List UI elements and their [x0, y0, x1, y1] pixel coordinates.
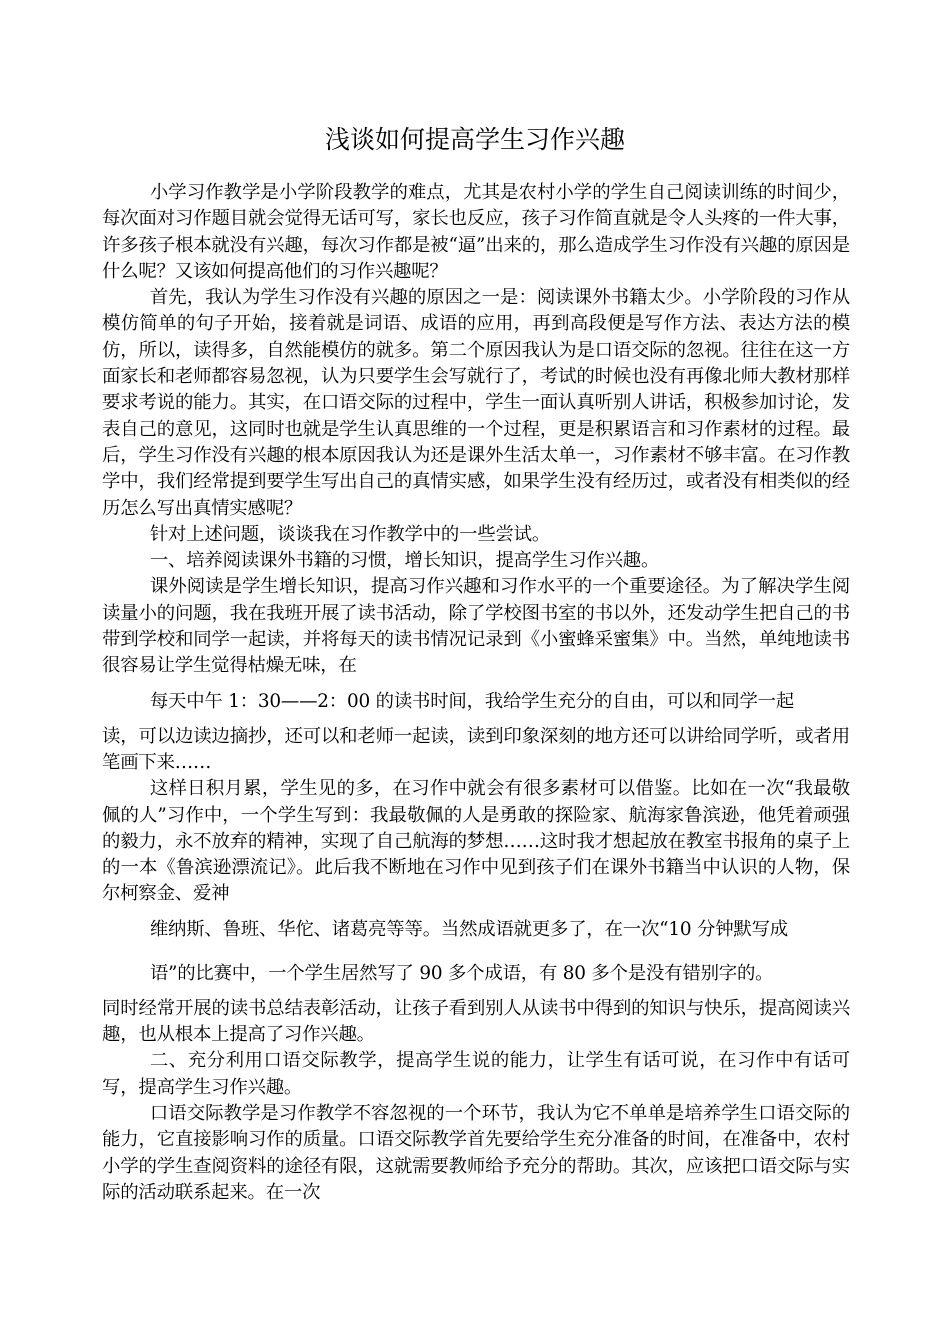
paragraph-accumulation [102, 776, 850, 1048]
document-body [102, 180, 850, 1206]
paragraph-accumulation-part-c: 语”的比赛中，一个学生居然写了 90 多个成语，有 80 多个是没有错别字的。 [149, 962, 774, 984]
paragraph-reasons: 首先，我认为学生习作没有兴趣的原因之一是：阅读课外书籍太少。小学阶段的习作从模仿简单的句子开始，接着就是词语、成语的应用，再到高段便是写作方法、表达方法的模仿，所以，读得多，自然能模仿的就多。第二个原因我认为是口语交际的忽视。往往在这一方面家长和老师都容易忽视，认为只要学生会写就行了，考试的时候也没有再像北师大教材那样要求考说的能力。其实，在口语交际的过程中，学生一面认真听别人讲话，积极参加讨论，发表自己的意见，这同时也就是学生认真思维的一个过程，更是积累语言和习作素材的过程。最后，学生习作没有兴趣的根本原因我认为还是课外生活太单一，习作素材不够丰富。在习作教学中，我们经常提到要学生写出自己的真情实感，如果学生没有经历过，或者没有相类似的经历怎么写出真情实感呢？ [102, 287, 850, 519]
paragraph-reading-activity-part-a: 课外阅读是学生增长知识，提高习作兴趣和习作水平的一个重要途径。为了解决学生阅读量小的问题，我在我班开展了读书活动，除了学校图书室的书以外，还发动学生把自己的书带到学校和同学一起读，并将每天的读书情况记录到《小蜜蜂采蜜集》中。当然，单纯地读书很容易让学生觉得枯燥无味，在 [102, 576, 850, 677]
document-title: 浅谈如何提高学生习作兴趣 [324, 125, 625, 154]
paragraph-accumulation-part-a: 这样日积月累，学生见的多，在习作中就会有很多素材可以借鉴。比如在一次“我最敬佩的人”习作中，一个学生写到：我最敬佩的人是勇敢的探险家、航海家鲁滨逊，他凭着顽强的毅力，永不放弃的精神，实现了自己航海的梦想……这时我才想起放在教室书报角的桌子上的一本《鲁滨逊漂流记》。此后我不断地在习作中见到孩子们在课外书籍当中认识的人物，保尔柯察金、爱神 [102, 778, 850, 905]
paragraph-oral-communication: 口语交际教学是习作教学不容忽视的一个环节，我认为它不单单是培养学生口语交际的能力，它直接影响习作的质量。口语交际教学首先要给学生充分准备的时间，在准备中，农村小学的学生查阅资料的途径有限，这就需要教师给予充分的帮助。其次，应该把口语交际与实际的活动联系起来。在一次 [102, 1102, 850, 1203]
paragraph-reading-activity-part-b: 每天中午 1：30——2：00 的读书时间，我给学生充分的自由，可以和同学一起 [149, 690, 795, 712]
section-heading-1: 一、培养阅读课外书籍的习惯，增长知识，提高学生习作兴趣。 [149, 550, 660, 572]
paragraph-transition: 针对上述问题，谈谈我在习作教学中的一些尝试。 [149, 523, 551, 545]
paragraph-accumulation-part-b: 维纳斯、鲁班、华佗、诸葛亮等等。当然成语就更多了，在一次“10 分钟默写成 [149, 918, 788, 940]
paragraph-intro: 小学习作教学是小学阶段教学的难点，尤其是农村小学的学生自己阅读训练的时间少，每次面对习作题目就会觉得无话可写，家长也反应，孩子习作简直就是令人头疼的一件大事，许多孩子根本就没有兴趣，每次习作都是被“逼”出来的，那么造成学生习作没有兴趣的原因是什么呢？又该如何提高他们的习作兴趣呢？ [102, 182, 850, 282]
paragraph-reading-activity [102, 574, 850, 776]
paragraph-accumulation-part-d: 同时经常开展的读书总结表彰活动，让孩子看到别人从读书中得到的知识与快乐，提高阅读兴趣，也从根本上提高了习作兴趣。 [102, 997, 850, 1046]
section-heading-2: 二、充分利用口语交际教学，提高学生说的能力，让学生有话可说，在习作中有话可写，提高学生习作兴趣。 [102, 1050, 850, 1098]
paragraph-reading-activity-part-c: 读，可以边读边摘抄，还可以和老师一起读，读到印象深刻的地方还可以讲给同学听，或者用笔画下来…… [102, 725, 850, 773]
